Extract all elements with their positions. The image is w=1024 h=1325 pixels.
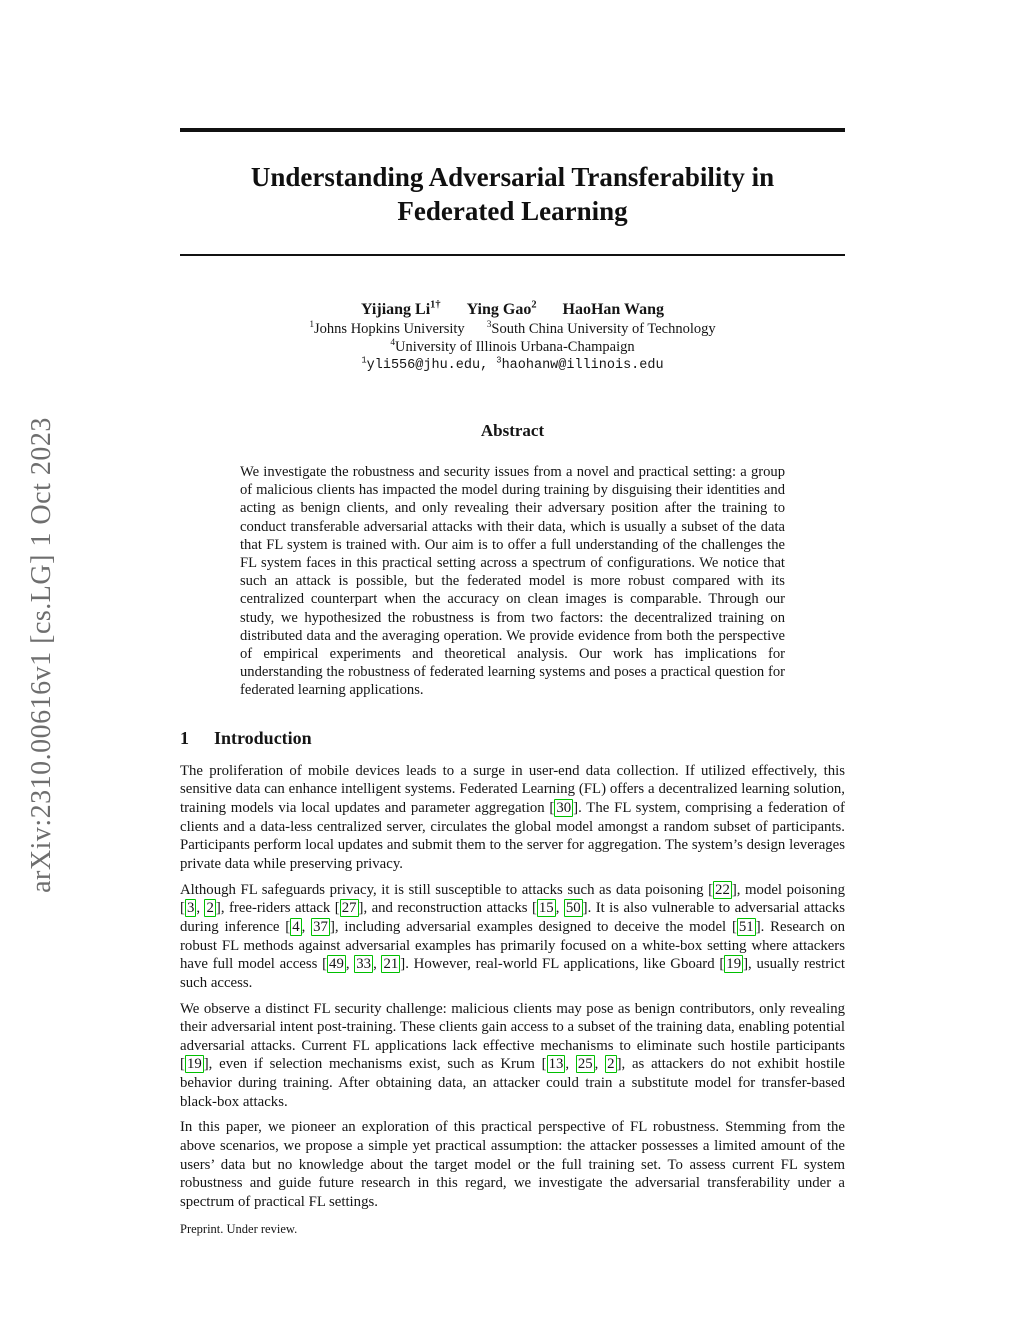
- author-names-line: [180, 300, 845, 320]
- section-heading-introduction: [180, 728, 845, 749]
- author-2-name: Ying Gao: [466, 301, 532, 318]
- citation-ref-19[interactable]: 19: [186, 1056, 202, 1073]
- section-number: 1: [180, 727, 189, 748]
- citation-ref-2[interactable]: 2: [607, 1056, 615, 1073]
- intro-paragraph-4: In this paper, we pioneer an exploration of this practical perspective of FL robustness. Stemming from the above scenarios, we propose a simple yet practical assumption: the attacker possesses a limited amount of the users’ data but no knowledge about the target model or the full training set. To assess current FL system robustness and guide future research in this regard, we investigate the adversarial transferability under a spectrum of practical FL settings.: [180, 1119, 845, 1211]
- citation-ref-49[interactable]: 49: [329, 956, 344, 973]
- paper-title: [180, 160, 845, 228]
- author-1-name: Yijiang Li: [360, 301, 431, 318]
- citation-ref-13[interactable]: 13: [548, 1056, 564, 1073]
- citation-ref-15[interactable]: 15: [538, 900, 554, 917]
- abstract-body: We investigate the robustness and security issues from a novel and practical setting: a group of malicious clients has impacted the model during training by disguising their identities and acting as benign clients, and only revealing their adversary position after the training to conduct transferable adversarial attacks with their data, which is usually a subset of the data that FL system is trained with. Our aim is to offer a full understanding of the challenges the FL system faces in this practical setting across a spectrum of configurations. We notice that such an attack is possible, but the federated model is more robust compared with its centralized counterpart when the accuracy on clean images is comparable. Through our study, we hypothesized the robustness is from two factors: the decentralized training on distributed data and the averaging operation. We provide evidence from both the perspective of empirical experiments and theoretical analysis. Our work has implications for understanding the robustness of federated learning systems and poses a practical question for federated learning applications.: [240, 464, 785, 699]
- citation-ref-50[interactable]: 50: [565, 900, 581, 917]
- author-block: [180, 300, 845, 375]
- affiliation-2-text: South China University of Technology: [491, 321, 716, 337]
- paper-title-line1: Understanding Adversarial Transferability in: [250, 162, 775, 192]
- abstract-heading: Abstract: [480, 421, 545, 440]
- affiliation-3-sup: 4: [390, 338, 396, 349]
- affiliation-line-2: [180, 338, 845, 356]
- affiliation-2-sup: 3: [486, 320, 492, 331]
- citation-ref-27[interactable]: 27: [341, 900, 357, 917]
- email-2-sup: 3: [496, 355, 502, 366]
- email-1-text: yli556@jhu.edu,: [366, 358, 489, 373]
- author-3: [563, 301, 665, 318]
- citation-ref-2[interactable]: 2: [206, 900, 214, 917]
- preprint-footnote: Preprint. Under review.: [180, 1221, 298, 1236]
- author-emails-line: [180, 356, 845, 375]
- title-rule-top: [180, 128, 845, 132]
- citation-ref-19[interactable]: 19: [726, 956, 742, 973]
- paper-title-line2: Federated Learning: [397, 196, 628, 226]
- section-title: Introduction: [214, 727, 312, 748]
- citation-ref-4[interactable]: 4: [292, 918, 300, 935]
- paper-content: [180, 0, 845, 1237]
- author-2: [467, 301, 537, 318]
- author-1: [361, 301, 441, 318]
- affiliation-line-1: [180, 320, 845, 338]
- affiliation-3-text: University of Illinois Urbana-Champaign: [395, 339, 635, 355]
- title-rule-bottom: [180, 254, 845, 256]
- affiliation-1-sup: 1: [309, 320, 315, 331]
- citation-ref-37[interactable]: 37: [313, 918, 328, 935]
- email-2-text: haohanw@illinois.edu: [501, 358, 664, 373]
- citation-ref-25[interactable]: 25: [577, 1056, 593, 1073]
- arxiv-identifier: arXiv:2310.00616v1 [cs.LG] 1 Oct 2023: [26, 417, 57, 893]
- citation-ref-21[interactable]: 21: [383, 956, 399, 973]
- citation-ref-3[interactable]: 3: [186, 900, 195, 917]
- author-3-name: HaoHan Wang: [562, 301, 665, 318]
- citation-ref-33[interactable]: 33: [356, 956, 372, 973]
- intro-paragraph-3: We observe a distinct FL security challenge: malicious clients may pose as benign contributors, only revealing their adversarial intent post-training. These clients gain access to a subset of the training data, enabling potential adversarial attacks. Current FL applications lack effective mechanisms to eliminate such hostile participants [ 19 ], even if selection mechanisms exist, such as Krum [ 13 , 25 , 2 ], as attackers do not exhibit hostile behavior during training. After obtaining data, an attacker could train a substitute model for transfer-based black-box attacks.: [180, 1000, 845, 1110]
- affiliation-1-text: Johns Hopkins University: [314, 321, 465, 337]
- citation-ref-51[interactable]: 51: [738, 918, 754, 935]
- intro-paragraph-2: Although FL safeguards privacy, it is still susceptible to attacks such as data poisoning [ 22 ], model poisoning [ 3 , 2 ], free-riders attack [ 27 ], and reconstruction attacks [ 15 , 50 ]. It is also vulnerable to adversarial attacks during inference [ 4 , 37 ], including adversarial examples designed to deceive the model [ 51 ]. Research on robust FL methods against adversarial examples has primarily focused on a white-box setting where attackers have full model access [ 49 , 33 , 21 ]. However, real-world FL applications, like Gboard [ 19 ], usually restrict such access.: [180, 881, 845, 991]
- citation-ref-30[interactable]: 30: [556, 799, 572, 816]
- intro-paragraph-1: The proliferation of mobile devices leads to a surge in user-end data collection. If utilized effectively, this sensitive data can enhance intelligent systems. Federated Learning (FL) offers a decentralized learning solution, training models via local updates and parameter aggregation [ 30 ]. The FL system, comprising a federation of clients and a data-less centralized server, circulates the global model amongst a random subset of participants. Participants perform local updates and submit them to the server for aggregation. The system’s design leverages private data while preserving privacy.: [180, 762, 845, 872]
- email-1-sup: 1: [361, 355, 367, 366]
- author-2-sup: 2: [531, 299, 537, 311]
- author-1-sup: 1†: [430, 299, 441, 311]
- citation-ref-22[interactable]: 22: [715, 881, 730, 898]
